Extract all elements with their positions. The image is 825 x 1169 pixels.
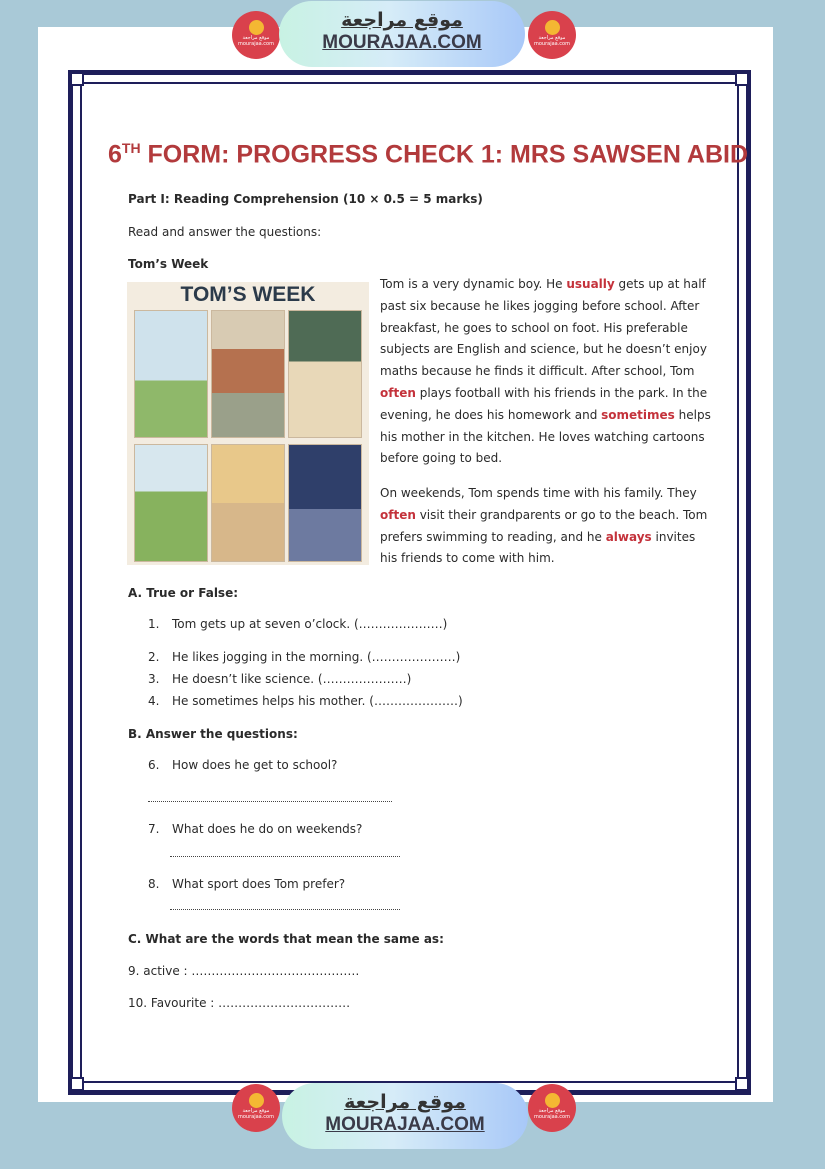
question-item: 7. What does he do on weekends?	[148, 822, 363, 836]
panel-school	[211, 310, 285, 438]
banner-arabic: موقع مراجعة	[341, 9, 463, 31]
border-corner	[735, 1077, 749, 1091]
site-logo-icon[interactable]: موقع مراجعة mourajaa.com	[232, 1084, 280, 1132]
site-banner-bottom[interactable]	[282, 1083, 528, 1149]
toms-week-illustration	[127, 282, 369, 565]
border-corner	[735, 72, 749, 86]
story-text: helps his mother in the kitchen. He loves watching cartoons before going to bed.	[380, 407, 711, 466]
panel-night	[288, 444, 362, 562]
true-false-item[interactable]: 4. He sometimes helps his mother. (…………………)	[148, 694, 463, 708]
synonym-item[interactable]: 9. active : ……………………………………	[128, 964, 360, 978]
answer-line[interactable]	[170, 909, 400, 910]
true-false-item[interactable]: 1. Tom gets up at seven o’clock. (…………………)	[148, 617, 448, 631]
section-c-heading: C. What are the words that mean the same as:	[128, 932, 444, 946]
banner-site-link[interactable]: MOURAJAA.COM	[322, 32, 482, 53]
synonym-item[interactable]: 10. Favourite : ……………………………	[128, 996, 351, 1010]
question-item: 6. How does he get to school?	[148, 758, 338, 772]
frequency-adverb: often	[380, 385, 416, 400]
section-b-heading: B. Answer the questions:	[128, 727, 298, 741]
site-banner-top[interactable]	[279, 1, 525, 67]
illustration-heading: TOM’S WEEK	[180, 283, 316, 306]
answer-line[interactable]	[170, 856, 400, 857]
story-text: gets up at half past six because he likes jogging before school. After breakfast, he goes to school on foot. His preferable subjects are English and science, but he doesn’t enjoy maths because he finds it difficult. After school, Tom	[380, 277, 707, 379]
frequency-adverb: sometimes	[601, 407, 675, 422]
story-title: Tom’s Week	[128, 257, 209, 271]
border-corner	[70, 1077, 84, 1091]
story-paragraph-2	[380, 483, 715, 570]
banner-arabic: موقع مراجعة	[344, 1091, 466, 1113]
page-title: 6TH FORM: PROGRESS CHECK 1: MRS SAWSEN ABID	[108, 140, 749, 169]
instruction: Read and answer the questions:	[128, 225, 322, 239]
answer-line[interactable]	[148, 801, 392, 802]
panel-homework	[288, 310, 362, 438]
true-false-item[interactable]: 2. He likes jogging in the morning. (…………………)	[148, 650, 461, 664]
frequency-adverb: usually	[566, 277, 615, 291]
story-text: On weekends, Tom spends time with his family. They	[380, 486, 697, 500]
true-false-item[interactable]: 3. He doesn’t like science. (…………………)	[148, 672, 412, 686]
frequency-adverb: always	[605, 529, 652, 544]
site-logo-icon[interactable]: موقع مراجعة mourajaa.com	[232, 11, 280, 59]
story-paragraph-1	[380, 274, 715, 470]
story-text: plays football with his friends in the park. In the evening, he does his homework and	[380, 385, 708, 422]
frequency-adverb: often	[380, 507, 416, 522]
story-text: visit their grandparents or go to the beach. Tom prefers swimming to reading, and he	[380, 507, 708, 544]
site-logo-icon[interactable]: موقع مراجعة mourajaa.com	[528, 11, 576, 59]
panel-kitchen	[211, 444, 285, 562]
part1-heading: Part I: Reading Comprehension (10 × 0.5 = 5 marks)	[128, 192, 483, 206]
panel-football	[134, 444, 208, 562]
story-text: Tom is a very dynamic boy. He	[380, 277, 567, 291]
story-text: invites his friends to come with him.	[380, 529, 696, 566]
site-logo-icon[interactable]: موقع مراجعة mourajaa.com	[528, 1084, 576, 1132]
border-corner	[70, 72, 84, 86]
panel-jogging	[134, 310, 208, 438]
banner-site-link[interactable]: MOURAJAA.COM	[325, 1114, 485, 1135]
section-a-heading: A. True or False:	[128, 586, 239, 600]
question-item: 8. What sport does Tom prefer?	[148, 877, 346, 891]
